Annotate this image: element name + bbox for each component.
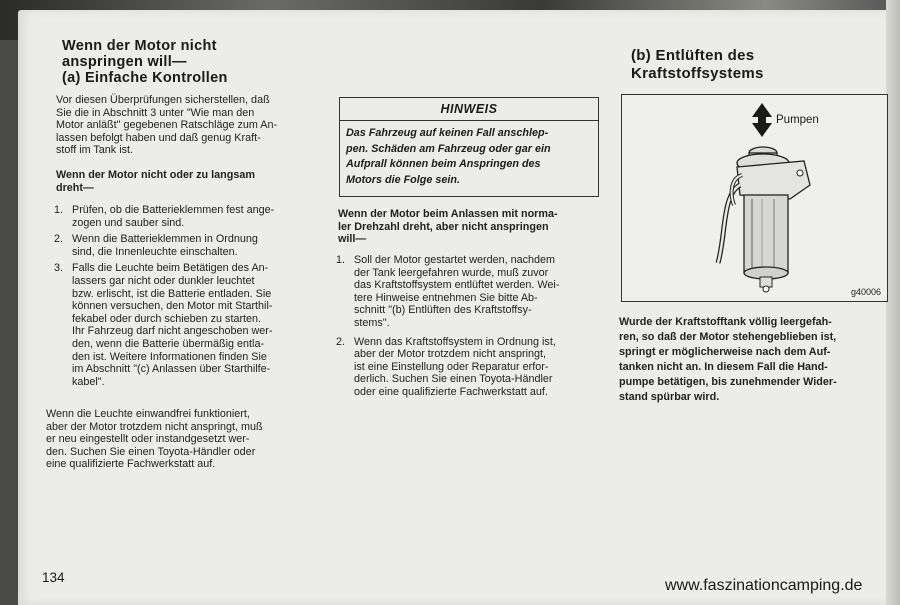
list-item (54, 262, 316, 388)
closing-paragraph (46, 408, 318, 471)
website-watermark: www.faszinationcamping.de (665, 577, 863, 594)
list-item (54, 204, 316, 229)
text-line: aber der Motor trotzdem nicht anspringt, muß (46, 420, 263, 433)
text-line: pen. Schäden am Fahrzeug oder gar ein (346, 142, 551, 155)
text-line: bzw. erlischt, ist die Batterie entladen. Sie (72, 287, 272, 300)
fuel-pump-figure (621, 94, 888, 302)
figure-code: g40006 (851, 287, 882, 297)
text-line: tanken nicht an. In diesem Fall die Hand- (619, 361, 828, 373)
section-heading (631, 47, 871, 83)
item-number: 1. (54, 204, 64, 216)
bleed-instructions (619, 315, 891, 405)
text-line: pumpe betätigen, bis zunehmender Wider- (619, 376, 837, 388)
text-line: tere Hinweise entnehmen Sie bitte Ab- (354, 291, 538, 304)
text-line: lassen befolgt haben und daß genug Kraft- (56, 131, 261, 144)
text-line: stems". (354, 316, 390, 329)
text-line: ler Drehzahl dreht, aber nicht anspringen (338, 220, 549, 233)
item-number: 3. (54, 262, 64, 275)
text-line: Sie die in Abschnitt 3 unter "Wie man den (56, 106, 255, 119)
check-list (54, 204, 316, 392)
text-line: stoff im Tank ist. (56, 144, 134, 157)
text-line: Wenn die Batterieklemmen in Ordnung (72, 233, 258, 246)
text-line: der Tank leergefahren wurde, muß zuvor (354, 266, 549, 279)
text-line: Falls die Leuchte beim Betätigen des An- (72, 262, 269, 275)
text-line: kabel". (72, 375, 105, 388)
text-line: oder eine qualifizierte Fachwerkstatt auf. (354, 385, 548, 398)
text-line: Das Fahrzeug auf keinen Fall anschlep- (346, 127, 549, 139)
text-line: im Abschnitt "(c) Anlassen über Starthilfe- (72, 363, 271, 376)
text-line: will— (338, 233, 367, 246)
heading-line: Kraftstoffsystems (631, 65, 764, 82)
text-line: können versuchen, den Motor mit Starthil- (72, 300, 273, 313)
text-line: Aufprall können beim Anspringen des (346, 158, 541, 170)
list-item (336, 336, 598, 399)
text-line: Motors die Folge sein. (346, 173, 460, 186)
text-line: dreht— (56, 181, 94, 194)
list-item (336, 254, 598, 330)
text-line: springt er möglicherweise nach dem Auf- (619, 346, 831, 358)
bold-lead (338, 208, 600, 246)
heading-line: Wenn der Motor nicht (62, 38, 217, 54)
text-line: Wenn die Leuchte einwandfrei funktioniert, (46, 408, 250, 420)
text-line: er neu eingestellt oder instandgesetzt wer- (46, 433, 250, 446)
text-line: Vor diesen Überprüfungen sicherstellen, daß (56, 94, 270, 106)
text-line: das Kraftstoffsystem entlüftet werden. Wei- (354, 279, 560, 292)
heading-line: (b) Entlüften des (631, 47, 755, 64)
item-number: 2. (336, 335, 346, 348)
item-number: 2. (54, 233, 64, 246)
notice-title: HINWEIS (340, 98, 598, 121)
text-line: den ist. Weitere Informationen finden Sie (72, 350, 267, 363)
pump-label: Pumpen (776, 114, 819, 126)
intro-paragraph (56, 94, 318, 157)
list-item (54, 233, 316, 258)
pump-illustration (622, 95, 887, 301)
text-line: lassers gar nicht oder dunkler leuchtet (72, 274, 255, 287)
item-number: 1. (336, 254, 346, 266)
text-line: den. Suchen Sie einen Toyota-Händler oder (46, 445, 256, 458)
subheading: (a) Einfache Kontrollen (62, 70, 228, 86)
check-list (336, 254, 598, 403)
updown-arrow-icon (752, 103, 772, 137)
text-line: ren, so daß der Motor stehengeblieben ist, (619, 331, 837, 343)
text-line: derlich. Suchen Sie einen Toyota-Händler (354, 373, 553, 386)
notice-body (340, 121, 598, 193)
page-edge (886, 0, 900, 605)
text-line: eine qualifizierte Fachwerkstatt auf. (46, 458, 216, 471)
text-line: aber der Motor trotzdem nicht anspringt, (354, 348, 547, 361)
text-line: fekabel oder durch schieben zu starten. (72, 312, 262, 325)
text-line: Wenn das Kraftstoffsystem in Ordnung ist, (354, 335, 556, 348)
page-number: 134 (42, 570, 65, 585)
text-line: zogen und sauber sind. (72, 216, 185, 229)
text-line: Wurde der Kraftstofftank völlig leergefah- (619, 316, 832, 328)
text-line: Motor anläßt" gegebenen Ratschläge zum An- (56, 119, 278, 132)
text-line: ist eine Einstellung oder Reparatur erfor- (354, 360, 549, 373)
text-line: Wenn der Motor nicht oder zu langsam (56, 169, 255, 181)
text-line: schnitt "(b) Entlüften des Kraftstoffsy- (354, 304, 532, 317)
text-line: Prüfen, ob die Batterieklemmen fest ange- (72, 204, 275, 216)
text-line: Soll der Motor gestartet werden, nachdem (354, 254, 556, 266)
notice-box (339, 97, 599, 197)
bold-lead (56, 169, 318, 194)
heading-line: anspringen will— (62, 54, 187, 70)
text-line: sind, die Innenleuchte einschalten. (72, 245, 238, 258)
text-line: Ihr Fahrzeug darf nicht angeschoben wer- (72, 325, 273, 338)
text-line: stand spürbar wird. (619, 391, 720, 403)
section-heading (62, 38, 322, 86)
text-line: Wenn der Motor beim Anlassen mit norma- (338, 208, 558, 220)
text-line: den, wenn die Batterie übermäßig entla- (72, 337, 265, 350)
